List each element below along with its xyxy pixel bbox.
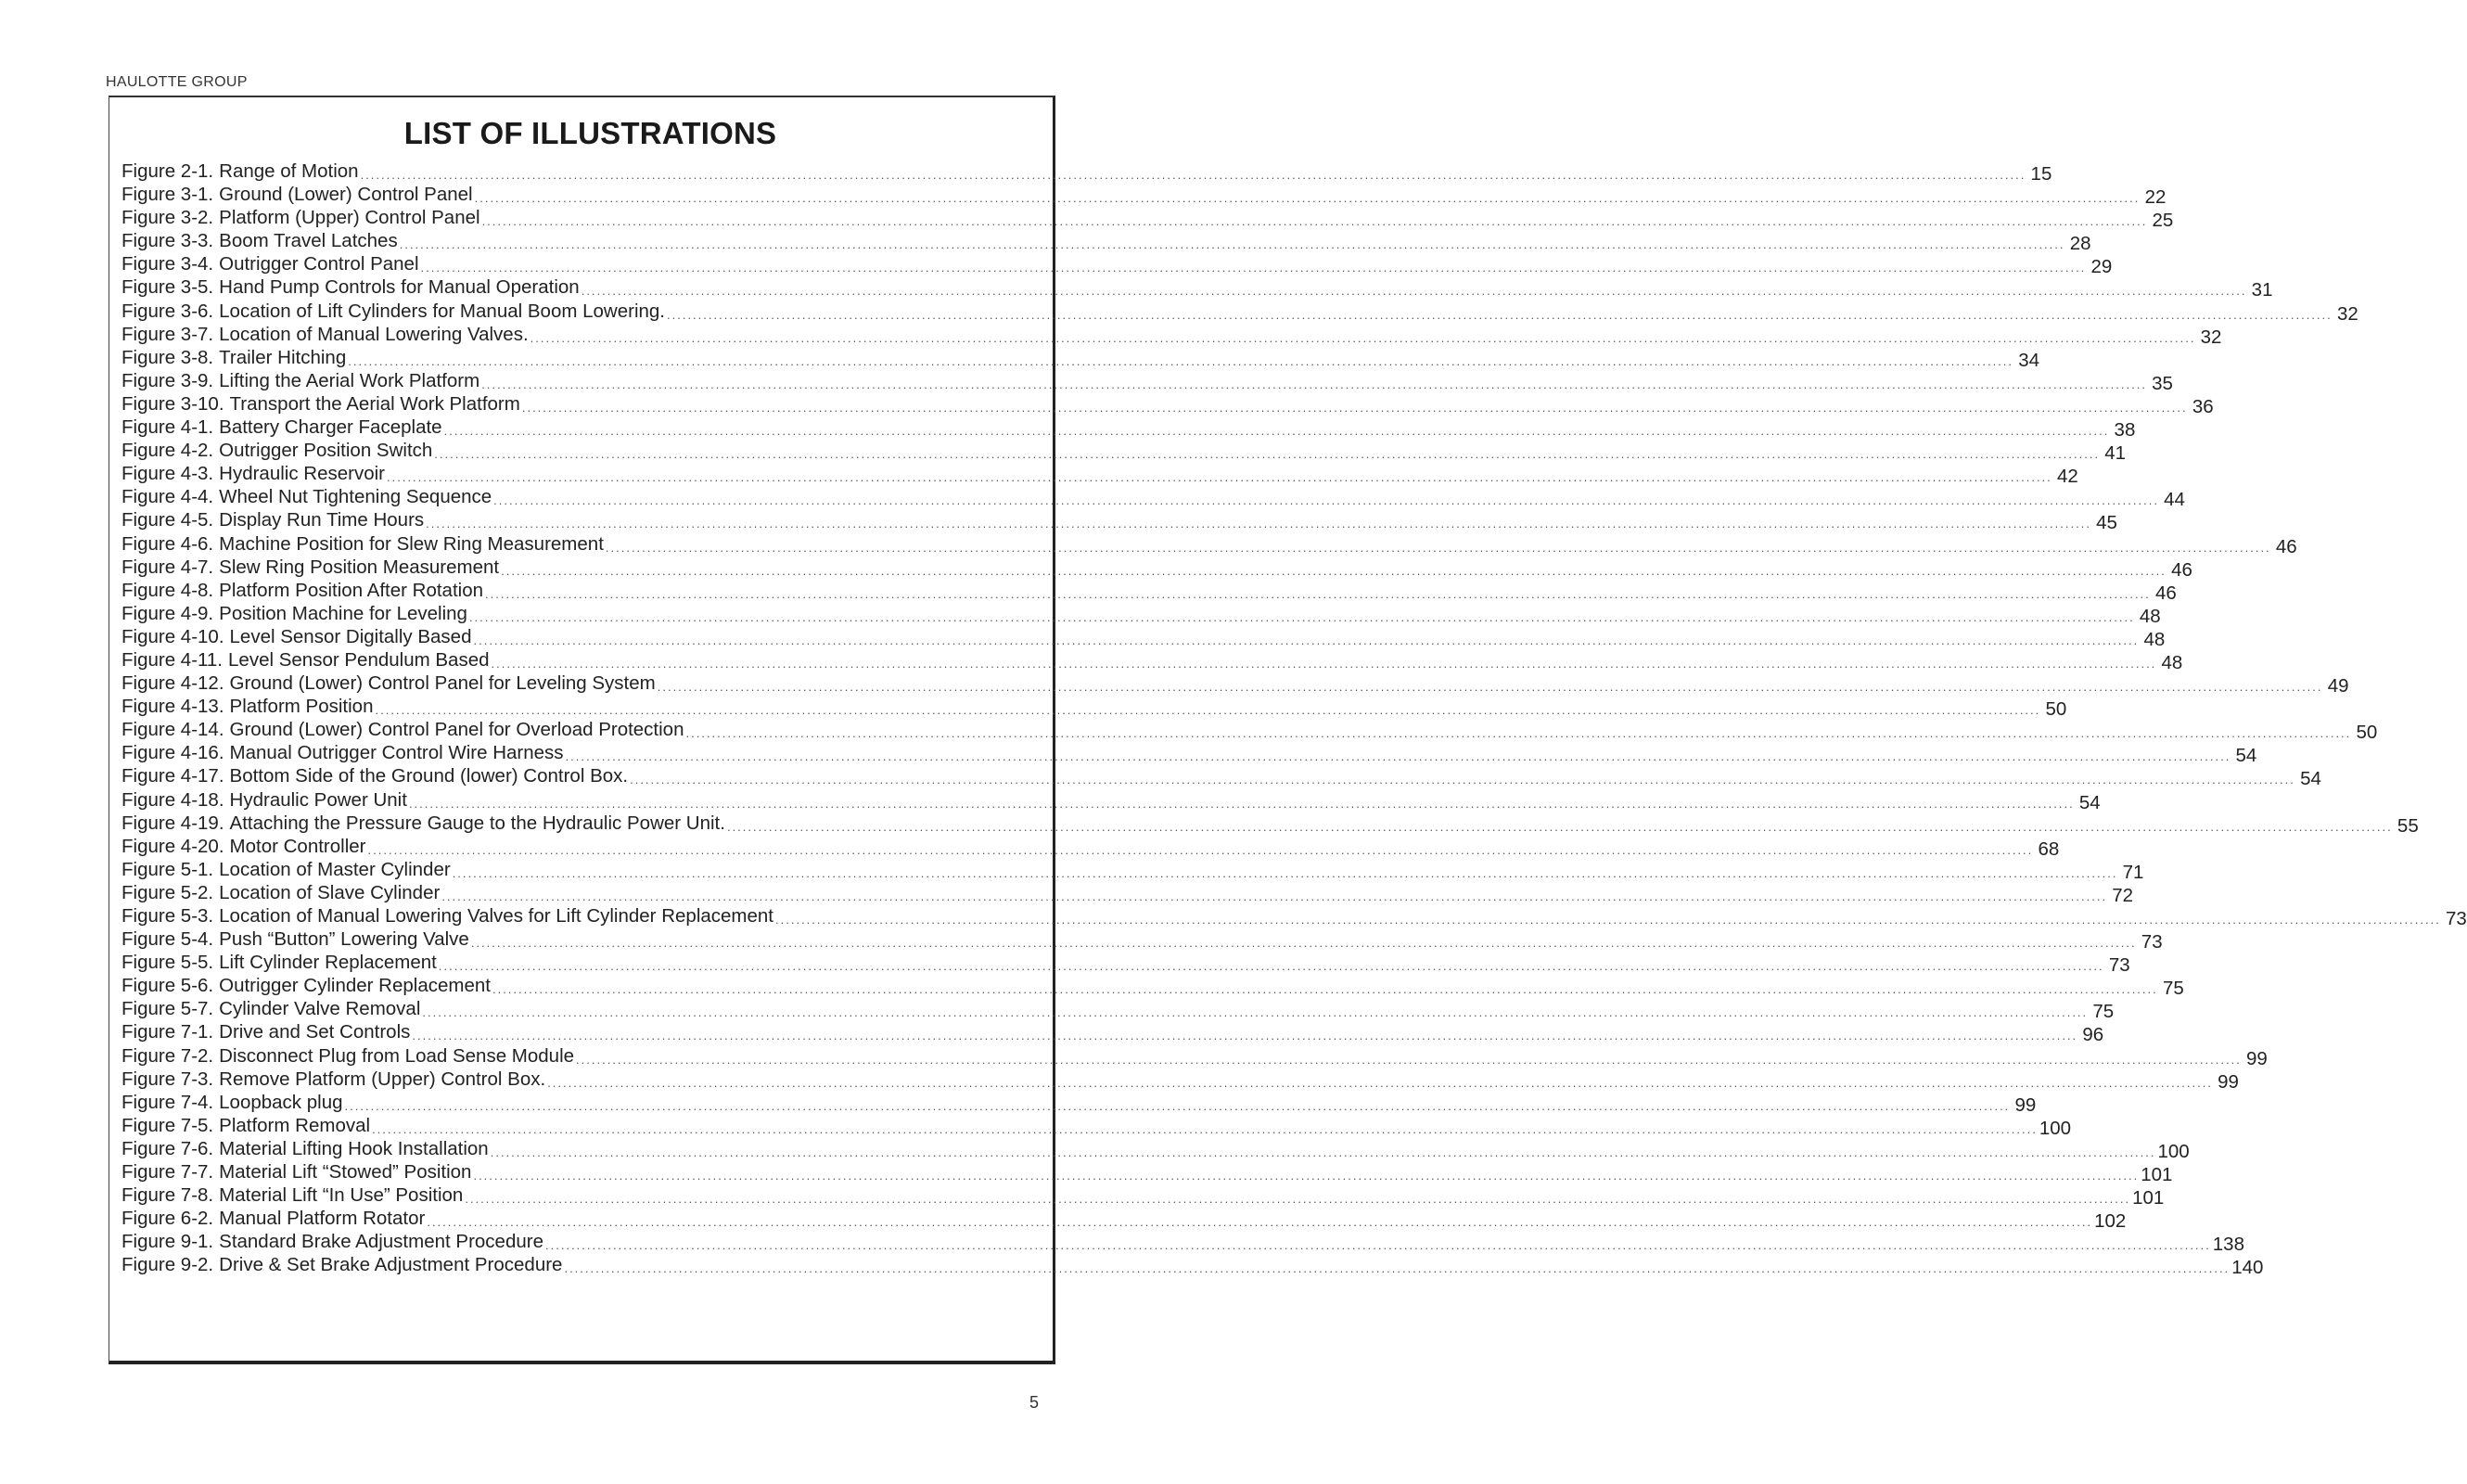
figure-caption: Push “Button” Lowering Valve (219, 928, 469, 951)
figure-number: Figure 7-3. (121, 1068, 214, 1090)
figure-caption: Machine Position for Slew Ring Measurement (219, 532, 604, 555)
figure-caption: Location of Master Cylinder (219, 858, 451, 880)
figure-number: Figure 7-4. (121, 1091, 214, 1113)
figure-number: Figure 3-8. (121, 346, 214, 368)
figure-number: Figure 4-12. (121, 672, 224, 695)
figure-number: Figure 4-10. (121, 625, 224, 647)
toc-entry[interactable] (121, 1230, 2244, 1256)
figure-caption: Outrigger Control Panel (219, 253, 419, 275)
page-reference: 99 (2218, 1070, 2239, 1093)
figure-caption: Material Lift “Stowed” Position (219, 1161, 472, 1183)
toc-entry[interactable] (121, 229, 2091, 255)
page-reference: 100 (2157, 1140, 2190, 1162)
page-reference: 36 (2192, 395, 2214, 417)
figure-caption: Manual Outrigger Control Wire Harness (229, 742, 564, 764)
figure-number: Figure 4-17. (121, 765, 224, 787)
figure-number: Figure 4-7. (121, 556, 214, 578)
figure-caption: Position Machine for Leveling (219, 602, 467, 624)
figure-caption: Hand Pump Controls for Manual Operation (219, 276, 580, 299)
figure-number: Figure 5-3. (121, 905, 214, 927)
toc-entry[interactable] (121, 439, 2127, 465)
toc-entry[interactable] (121, 648, 2183, 673)
figure-caption: Platform Removal (219, 1114, 371, 1136)
page-reference: 38 (2114, 419, 2136, 441)
toc-entry[interactable] (121, 602, 2161, 627)
toc-entry[interactable] (121, 858, 2144, 883)
page-reference: 75 (2092, 1001, 2115, 1023)
page-reference: 31 (2251, 279, 2273, 301)
dot-leader (475, 186, 2141, 210)
dot-leader (493, 489, 2159, 512)
dot-leader (485, 582, 2151, 606)
page-reference: 46 (2154, 582, 2177, 604)
figure-caption: Hydraulic Power Unit (229, 788, 407, 811)
toc-entry[interactable] (121, 508, 2117, 534)
dot-leader (372, 1118, 2038, 1141)
toc-entry[interactable] (121, 579, 2177, 604)
dot-leader (422, 1001, 2088, 1024)
figure-caption: Loopback plug (219, 1091, 343, 1113)
figure-number: Figure 3-1. (121, 184, 214, 206)
page-title: LIST OF ILLUSTRATIONS (403, 116, 777, 150)
dot-leader (409, 792, 2075, 815)
toc-entry[interactable] (121, 1114, 2072, 1139)
toc-entry[interactable] (121, 369, 2173, 394)
figure-caption: Level Sensor Pendulum Based (228, 648, 490, 671)
toc-entry[interactable] (121, 346, 2040, 371)
figure-number: Figure 3-7. (121, 323, 214, 345)
page-reference: 44 (2164, 489, 2185, 511)
dot-leader (545, 1234, 2211, 1257)
figure-caption: Platform (Upper) Control Panel (219, 207, 480, 229)
page-reference: 140 (2231, 1257, 2264, 1279)
page-reference: 48 (2143, 628, 2166, 650)
toc-entry[interactable] (121, 997, 2115, 1023)
figure-caption: Location of Manual Lowering Valves. (219, 323, 529, 345)
dot-leader (441, 885, 2107, 908)
page-reference: 73 (2141, 931, 2163, 953)
figure-number: Figure 2-1. (121, 160, 214, 182)
toc-entry[interactable] (121, 625, 2166, 650)
dot-leader (471, 931, 2137, 954)
figure-number: Figure 4-13. (121, 696, 224, 718)
toc-entry[interactable] (121, 1160, 2173, 1186)
page-reference: 22 (2144, 186, 2167, 209)
figure-caption: Platform Position (229, 696, 374, 718)
toc-entry[interactable] (121, 928, 2163, 953)
toc-entry[interactable] (121, 1137, 2190, 1162)
toc-entry[interactable] (121, 1020, 2104, 1046)
page-reference: 49 (2327, 675, 2349, 697)
figure-number: Figure 4-4. (121, 486, 214, 508)
page-reference: 101 (2132, 1187, 2165, 1209)
figure-caption: Range of Motion (219, 160, 359, 182)
figure-caption: Outrigger Cylinder Replacement (219, 975, 491, 997)
dot-leader (375, 698, 2040, 722)
figure-number: Figure 4-6. (121, 532, 214, 555)
page-reference: 72 (2112, 884, 2134, 906)
dot-leader (439, 954, 2104, 978)
dot-leader (482, 210, 2148, 233)
figure-number: Figure 7-2. (121, 1044, 214, 1067)
toc-entry[interactable] (121, 881, 2134, 906)
dot-leader (576, 1048, 2242, 1071)
toc-entry[interactable] (121, 951, 2130, 977)
dot-leader (469, 606, 2135, 629)
page-reference: 45 (2096, 512, 2117, 534)
page-reference: 73 (2445, 908, 2467, 929)
toc-entry[interactable] (121, 1091, 2037, 1116)
toc-entry[interactable] (121, 160, 2052, 185)
toc-entry[interactable] (121, 252, 2113, 278)
toc-entry[interactable] (121, 462, 2078, 488)
figure-number: Figure 4-3. (121, 463, 214, 485)
page-reference: 42 (2056, 466, 2078, 488)
figure-caption: Level Sensor Digitally Based (229, 625, 472, 647)
page-number: 5 (1029, 1393, 1040, 1412)
dot-leader (412, 1024, 2077, 1047)
dot-leader (426, 512, 2091, 535)
figure-number: Figure 4-11. (121, 648, 224, 671)
toc-entry[interactable] (121, 1068, 2239, 1093)
figure-caption: Battery Charger Faceplate (219, 416, 442, 439)
figure-number: Figure 3-4. (121, 253, 214, 275)
figure-caption: Transport the Aerial Work Platform (229, 392, 520, 415)
figure-number: Figure 3-5. (121, 276, 214, 299)
figure-caption: Ground (Lower) Control Panel (219, 184, 473, 206)
page-reference: 29 (2090, 256, 2113, 278)
illustrations-frame (109, 96, 2467, 1364)
figure-number: Figure 4-20. (121, 835, 224, 857)
figure-caption: Material Lifting Hook Installation (219, 1137, 489, 1159)
page-reference: 99 (2014, 1094, 2037, 1116)
dot-leader (547, 1071, 2213, 1094)
dot-leader (465, 1187, 2130, 1210)
page-reference: 73 (2108, 954, 2130, 977)
figure-caption: Ground (Lower) Control Panel for Overload Protection (229, 719, 684, 741)
toc-entry[interactable] (121, 741, 2257, 767)
figure-number: Figure 5-7. (121, 998, 214, 1020)
figure-number: Figure 4-14. (121, 719, 224, 741)
figure-caption: Outrigger Position Switch (219, 440, 433, 462)
figure-number: Figure 7-6. (121, 1137, 214, 1159)
page-reference: 46 (2171, 558, 2192, 581)
figure-number: Figure 4-8. (121, 579, 214, 601)
toc-entry[interactable] (121, 1253, 2264, 1279)
toc-entry[interactable] (121, 1207, 2127, 1233)
figure-number: Figure 7-1. (121, 1021, 214, 1043)
figure-caption: Platform Position After Rotation (219, 579, 483, 601)
dot-leader (491, 1141, 2156, 1164)
dot-leader (481, 373, 2147, 396)
page-reference: 54 (2078, 791, 2101, 813)
figure-number: Figure 6-2. (121, 1208, 214, 1230)
figure-number: Figure 4-2. (121, 440, 214, 462)
figure-number: Figure 5-1. (121, 858, 214, 880)
dot-leader (501, 559, 2167, 582)
page-reference: 48 (2139, 605, 2161, 627)
page-reference: 96 (2082, 1024, 2104, 1046)
figure-number: Figure 4-1. (121, 416, 214, 439)
dot-leader (530, 326, 2196, 350)
figure-number: Figure 9-1. (121, 1231, 214, 1253)
figure-number: Figure 3-2. (121, 207, 214, 229)
figure-caption: Manual Platform Rotator (219, 1208, 426, 1230)
dot-leader (473, 1164, 2139, 1187)
figure-caption: Drive & Set Brake Adjustment Procedure (219, 1254, 563, 1276)
page-reference: 99 (2246, 1047, 2268, 1069)
toc-entry[interactable] (121, 323, 2222, 348)
figure-number: Figure 9-2. (121, 1254, 214, 1276)
page-reference: 15 (2030, 163, 2052, 185)
figure-number: Figure 5-6. (121, 975, 214, 997)
dot-leader (444, 419, 2110, 442)
figure-caption: Disconnect Plug from Load Sense Module (219, 1044, 575, 1067)
dot-leader (345, 1094, 2011, 1118)
page-reference: 46 (2275, 535, 2297, 557)
page-reference: 55 (2397, 814, 2419, 837)
page-reference: 50 (2356, 722, 2378, 744)
toc-entry[interactable] (121, 416, 2136, 441)
dot-leader (492, 978, 2158, 1001)
figure-caption: Location of Slave Cylinder (219, 881, 441, 903)
figure-caption: Lifting the Aerial Work Platform (219, 369, 480, 391)
page-reference: 32 (2200, 326, 2222, 348)
figure-caption: Material Lift “In Use” Position (219, 1184, 464, 1207)
figure-number: Figure 4-19. (121, 812, 224, 834)
toc-entry[interactable] (121, 206, 2174, 232)
dot-leader (630, 768, 2295, 791)
page-reference: 41 (2104, 442, 2127, 465)
dot-leader (566, 745, 2231, 768)
page-reference: 48 (2161, 651, 2183, 673)
figure-caption: Display Run Time Hours (219, 509, 425, 531)
dot-leader (492, 652, 2157, 675)
figure-caption: Wheel Nut Tightening Sequence (219, 486, 492, 508)
page-reference: 32 (2336, 302, 2358, 325)
page-reference: 71 (2122, 861, 2144, 883)
page-reference: 102 (2094, 1210, 2127, 1233)
toc-entry[interactable] (121, 974, 2184, 1000)
figure-number: Figure 7-8. (121, 1184, 214, 1207)
toc-entry[interactable] (121, 1183, 2165, 1209)
figure-number: Figure 3-6. (121, 300, 214, 322)
page-reference: 54 (2235, 745, 2257, 767)
figure-caption: Cylinder Valve Removal (219, 998, 421, 1020)
figure-caption: Drive and Set Controls (219, 1021, 411, 1043)
figure-number: Figure 4-9. (121, 602, 214, 624)
page-reference: 34 (2018, 349, 2040, 371)
page-reference: 138 (2212, 1234, 2244, 1256)
figure-caption: Motor Controller (229, 835, 366, 857)
page-reference: 68 (2038, 838, 2060, 860)
dot-leader (658, 675, 2323, 698)
figure-caption: Lift Cylinder Replacement (219, 952, 437, 974)
toc-entry[interactable] (121, 835, 2060, 860)
figure-caption: Ground (Lower) Control Panel for Leveling System (229, 672, 656, 695)
page-reference: 100 (2039, 1117, 2072, 1139)
figure-number: Figure 4-18. (121, 788, 224, 811)
figure-caption: Bottom Side of the Ground (lower) Control Box. (229, 765, 629, 787)
toc-entry[interactable] (121, 788, 2101, 813)
running-header: HAULOTTE GROUP (106, 74, 248, 90)
dot-leader (361, 163, 2026, 186)
toc-entry[interactable] (121, 556, 2192, 581)
dot-leader (522, 396, 2188, 419)
figure-number: Figure 5-5. (121, 952, 214, 974)
dot-leader (686, 722, 2352, 745)
toc-entry[interactable] (121, 695, 2067, 721)
dot-leader (727, 815, 2393, 838)
figure-number: Figure 4-16. (121, 742, 224, 764)
page-reference: 50 (2045, 698, 2067, 721)
dot-leader (400, 233, 2065, 256)
toc-entry[interactable] (121, 485, 2185, 511)
dot-leader (473, 629, 2139, 652)
figure-caption: Remove Platform (Upper) Control Box. (219, 1068, 546, 1090)
figure-caption: Trailer Hitching (219, 346, 347, 368)
dot-leader (368, 838, 2034, 862)
dot-leader (453, 862, 2118, 885)
figure-number: Figure 5-4. (121, 928, 214, 951)
figure-caption: Standard Brake Adjustment Procedure (219, 1231, 543, 1253)
figure-number: Figure 5-2. (121, 881, 214, 903)
dot-leader (348, 350, 2013, 373)
figure-number: Figure 3-10. (121, 392, 224, 415)
page-reference: 54 (2300, 768, 2321, 790)
dot-leader (775, 908, 2441, 931)
figure-number: Figure 4-5. (121, 509, 214, 531)
dot-leader (421, 256, 2087, 279)
page-reference: 25 (2152, 210, 2174, 232)
dot-leader (606, 536, 2271, 559)
toc-entry[interactable] (121, 183, 2167, 209)
figure-caption: Hydraulic Reservoir (219, 463, 385, 485)
figure-caption: Location of Lift Cylinders for Manual Boom Lowering. (219, 300, 665, 322)
dot-leader (564, 1257, 2230, 1280)
toc-entry[interactable] (121, 300, 2358, 325)
figure-number: Figure 3-3. (121, 230, 214, 252)
illustrations-list (121, 160, 2467, 1279)
figure-number: Figure 3-9. (121, 369, 214, 391)
figure-number: Figure 7-7. (121, 1161, 214, 1183)
toc-entry[interactable] (121, 392, 2214, 417)
figure-caption: Attaching the Pressure Gauge to the Hydraulic Power Unit. (229, 812, 725, 834)
dot-leader (667, 303, 2333, 326)
page-reference: 28 (2069, 233, 2091, 255)
page-reference: 101 (2141, 1164, 2173, 1186)
dot-leader (582, 279, 2247, 302)
figure-caption: Slew Ring Position Measurement (219, 556, 500, 578)
dot-leader (387, 466, 2052, 489)
figure-number: Figure 7-5. (121, 1114, 214, 1136)
dot-leader (434, 442, 2100, 466)
figure-caption: Boom Travel Latches (219, 230, 398, 252)
dot-leader (427, 1210, 2092, 1234)
toc-entry[interactable] (121, 1044, 2268, 1069)
figure-caption: Location of Manual Lowering Valves for Lift Cylinder Replacement (219, 905, 773, 927)
page-reference: 75 (2162, 978, 2184, 1000)
page-reference: 35 (2152, 372, 2173, 394)
